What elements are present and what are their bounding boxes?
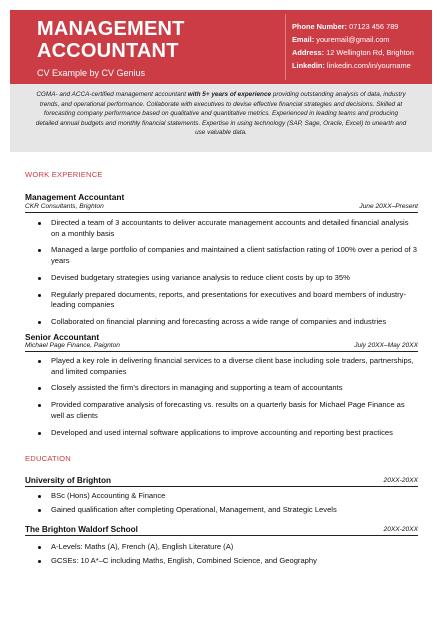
job-title: Management Accountant	[25, 192, 125, 202]
job-company: Michael Page Finance, Paignton	[25, 342, 120, 349]
list-item: A-Levels: Maths (A), French (A), English Literature (A)	[38, 542, 418, 553]
contact-block	[292, 20, 432, 72]
education-institution: The Brighton Waldorf School	[25, 525, 138, 534]
contact-linkedin: Linkedin: linkedin.com/in/yourname	[292, 61, 411, 70]
education-bullets	[38, 542, 418, 570]
contact-phone: Phone Number: 07123 456 789	[292, 22, 399, 31]
name-line-2: ACCOUNTANT	[37, 40, 179, 62]
education-dates: 20XX-20XX	[383, 477, 418, 484]
education-dates: 20XX-20XX	[383, 526, 418, 533]
list-item: Played a key role in delivering financial services to a diverse client base including sole traders, partnerships, and limited companies	[38, 356, 418, 377]
list-item: Provided comparative analysis of forecasting vs. results on a quarterly basis for Michael Page Finance as well as clients	[38, 400, 418, 421]
job-dates: July 20XX–May 20XX	[354, 342, 418, 349]
job-bullets	[38, 356, 418, 444]
list-item: Directed a team of 3 accountants to deliver accurate management accounts and detailed financial analysis on a monthly basis	[38, 218, 418, 239]
name-line-1: MANAGEMENT	[37, 18, 185, 40]
resume-header	[10, 10, 432, 84]
professional-summary: CGMA- and ACCA-certified management accountant with 5+ years of experience providing outstanding analysis of data, industry trends, and operational performance. Collaborate with executives to devise effective financial strategies and decisions. Skilled at forecasting company performance based on qualitative and quantitative metrics. Experienced in leading teams and producing detailed annual budgets and monthly financial statements. Expertise in using technology (SAP, Sage, Oracle, Excel) to unearth and use valuable data.	[10, 84, 432, 152]
list-item: Collaborated on financial planning and forecasting across a wide range of companies and industries	[38, 317, 418, 328]
list-item: Closely assisted the firm’s directors in managing and supporting a team of accountants	[38, 383, 418, 394]
list-item: BSc (Hons) Accounting & Finance	[38, 491, 418, 502]
resume-subtitle: CV Example by CV Genius	[37, 68, 146, 78]
contact-address: Address: 12 Wellington Rd, Brighton	[292, 48, 414, 57]
list-item: Regularly prepared documents, reports, and presentations for executives and board members of industry-leading companies	[38, 290, 418, 311]
job-bullets	[38, 218, 418, 334]
job-dates: June 20XX–Present	[359, 203, 418, 210]
education-heading: EDUCATION	[25, 454, 71, 463]
education-entry	[25, 476, 418, 487]
list-item: GCSEs: 10 A*–C including Maths, English, Combined Science, and Geography	[38, 556, 418, 567]
resume-name	[37, 18, 185, 62]
list-item: Devised budgetary strategies using variance analysis to reduce client costs by up to 35%	[38, 273, 418, 284]
education-bullets	[38, 491, 418, 519]
job-company: CKR Consultants, Brighton	[25, 203, 104, 210]
job-meta	[25, 342, 418, 352]
job-title: Senior Accountant	[25, 332, 100, 342]
list-item: Developed and used internal software applications to improve accounting and reporting best practices	[38, 428, 418, 439]
contact-email: Email: youremail@gmail.com	[292, 35, 390, 44]
education-entry	[25, 525, 418, 536]
header-divider	[285, 14, 286, 80]
education-institution: University of Brighton	[25, 476, 111, 485]
list-item: Managed a large portfolio of companies and maintained a client satisfaction rating of 100% over a period of 3 years	[38, 245, 418, 266]
work-experience-heading: WORK EXPERIENCE	[25, 170, 103, 179]
list-item: Gained qualification after completing Operational, Management, and Strategic Levels	[38, 505, 418, 516]
job-meta	[25, 203, 418, 213]
